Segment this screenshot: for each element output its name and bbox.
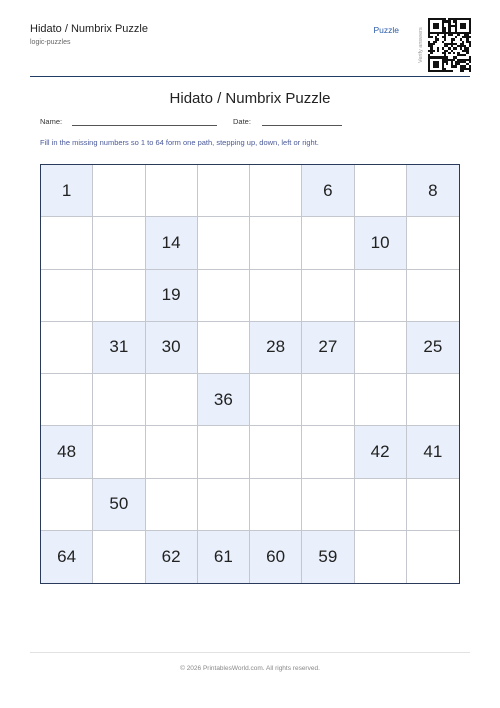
- empty-cell[interactable]: [250, 374, 302, 426]
- empty-cell[interactable]: [250, 426, 302, 478]
- given-cell: 19: [146, 270, 198, 322]
- empty-cell[interactable]: [302, 270, 354, 322]
- given-cell: 31: [93, 322, 145, 374]
- given-cell: 64: [41, 531, 93, 583]
- name-date-row: [40, 117, 460, 129]
- date-field[interactable]: [262, 125, 342, 126]
- page-title: Hidato / Numbrix Puzzle: [169, 90, 331, 107]
- empty-cell[interactable]: [198, 217, 250, 269]
- name-field[interactable]: [72, 125, 217, 126]
- given-cell: 28: [250, 322, 302, 374]
- header-divider: [30, 76, 470, 77]
- site-subtitle: logic-puzzles: [30, 39, 71, 46]
- qr-code-icon[interactable]: [428, 18, 471, 72]
- empty-cell[interactable]: [93, 217, 145, 269]
- empty-cell[interactable]: [198, 322, 250, 374]
- empty-cell[interactable]: [355, 270, 407, 322]
- given-cell: 8: [407, 165, 459, 217]
- empty-cell[interactable]: [302, 374, 354, 426]
- given-cell: 41: [407, 426, 459, 478]
- given-cell: 1: [41, 165, 93, 217]
- empty-cell[interactable]: [146, 165, 198, 217]
- given-cell: 25: [407, 322, 459, 374]
- empty-cell[interactable]: [41, 479, 93, 531]
- given-cell: 50: [93, 479, 145, 531]
- empty-cell[interactable]: [146, 479, 198, 531]
- empty-cell[interactable]: [146, 426, 198, 478]
- given-cell: 62: [146, 531, 198, 583]
- empty-cell[interactable]: [250, 270, 302, 322]
- given-cell: 10: [355, 217, 407, 269]
- empty-cell[interactable]: [355, 322, 407, 374]
- empty-cell[interactable]: [355, 165, 407, 217]
- empty-cell[interactable]: [198, 426, 250, 478]
- given-cell: 42: [355, 426, 407, 478]
- given-cell: 27: [302, 322, 354, 374]
- empty-cell[interactable]: [407, 531, 459, 583]
- name-label: Name:: [40, 117, 63, 126]
- empty-cell[interactable]: [355, 374, 407, 426]
- empty-cell[interactable]: [198, 165, 250, 217]
- verify-answers-label: Verify answers: [418, 27, 424, 63]
- puzzle-type-tag: Puzzle: [373, 25, 399, 35]
- empty-cell[interactable]: [407, 217, 459, 269]
- date-label: Date:: [233, 117, 251, 126]
- site-title: Hidato / Numbrix Puzzle: [30, 23, 148, 35]
- footer-divider: [30, 652, 470, 653]
- given-cell: 60: [250, 531, 302, 583]
- empty-cell[interactable]: [41, 270, 93, 322]
- puzzle-grid: [40, 164, 460, 584]
- empty-cell[interactable]: [407, 479, 459, 531]
- empty-cell[interactable]: [355, 531, 407, 583]
- footer-copyright: © 2026 PrintablesWorld.com. All rights reserved.: [180, 665, 320, 672]
- given-cell: 59: [302, 531, 354, 583]
- empty-cell[interactable]: [250, 217, 302, 269]
- given-cell: 30: [146, 322, 198, 374]
- empty-cell[interactable]: [355, 479, 407, 531]
- empty-cell[interactable]: [198, 479, 250, 531]
- empty-cell[interactable]: [93, 374, 145, 426]
- empty-cell[interactable]: [302, 217, 354, 269]
- empty-cell[interactable]: [41, 374, 93, 426]
- empty-cell[interactable]: [93, 531, 145, 583]
- given-cell: 48: [41, 426, 93, 478]
- empty-cell[interactable]: [250, 479, 302, 531]
- empty-cell[interactable]: [198, 270, 250, 322]
- empty-cell[interactable]: [41, 322, 93, 374]
- given-cell: 61: [198, 531, 250, 583]
- empty-cell[interactable]: [407, 270, 459, 322]
- empty-cell[interactable]: [41, 217, 93, 269]
- empty-cell[interactable]: [93, 426, 145, 478]
- empty-cell[interactable]: [93, 165, 145, 217]
- empty-cell[interactable]: [250, 165, 302, 217]
- given-cell: 36: [198, 374, 250, 426]
- empty-cell[interactable]: [146, 374, 198, 426]
- page-header: [30, 18, 470, 78]
- empty-cell[interactable]: [302, 426, 354, 478]
- empty-cell[interactable]: [93, 270, 145, 322]
- empty-cell[interactable]: [407, 374, 459, 426]
- given-cell: 14: [146, 217, 198, 269]
- instructions: Fill in the missing numbers so 1 to 64 form one path, stepping up, down, left or right.: [40, 138, 319, 147]
- empty-cell[interactable]: [302, 479, 354, 531]
- given-cell: 6: [302, 165, 354, 217]
